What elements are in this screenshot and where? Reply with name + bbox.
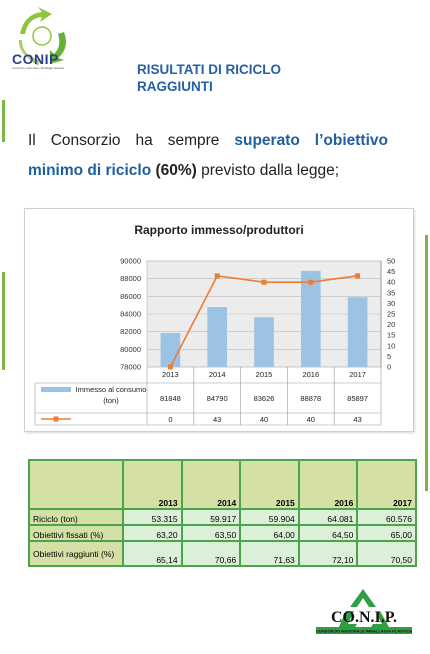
y-tick-right: 15 [387,330,396,340]
accent-bar-right [425,235,428,491]
line-point [308,280,313,285]
row-label: Obiettivi raggiunti (%) [29,541,123,566]
combo-chart [25,209,413,431]
table-cell: 60.576 [357,509,416,525]
table-cell: 63,50 [182,525,241,541]
bar [301,271,321,367]
y-tick-right: 30 [387,298,396,308]
data-label: 43 [213,415,222,424]
data-label: 40 [259,415,269,424]
table-corner-cell [29,460,123,509]
y-tick-left: 82000 [120,327,141,337]
table-row [29,509,416,525]
y-tick-right: 40 [387,277,396,287]
table-cell: 64,50 [299,525,358,541]
legend-label: Immesso al consumo [75,385,147,394]
footer-logo-tagline: CONSORZIO NAZIONALE IMBALLAGGI PLASTICA [315,628,413,634]
y-tick-left: 90000 [120,256,141,266]
legend-key-marker [54,417,59,422]
y-tick-right: 20 [387,320,396,330]
data-label: 0 [168,415,173,424]
data-label: 88878 [300,394,322,403]
intro-highlight: superato l’obiettivo minimo di riciclo [28,132,388,179]
legend-key-bar [41,387,71,392]
y-tick-right: 25 [387,309,396,319]
page-title: RISULTATI DI RICICLO RAGGIUNTI [137,62,281,94]
table-cell: 53.315 [123,509,182,525]
logo-wordmark: CONIP [12,51,59,67]
bar [348,297,368,367]
logo-tagline: consorzio nazionale imballaggi plastica [12,66,64,70]
y-tick-left: 86000 [120,291,141,301]
x-tick-label: 2017 [349,370,366,379]
table-row [29,525,416,541]
y-tick-right: 5 [387,351,392,361]
bar [161,333,181,367]
bar [254,317,274,367]
table-cell: 72,10 [299,541,358,566]
table-cell: 70,66 [182,541,241,566]
footer-logo-word: CO.N.I.P. [330,609,398,626]
data-label: 81848 [159,394,181,403]
line-point [215,273,220,278]
table-row [29,541,416,566]
legend-label: (ton) [103,396,119,405]
table-cell: 59.917 [182,509,241,525]
y-tick-left: 80000 [120,344,141,354]
y-tick-right: 0 [387,362,392,372]
intro-paragraph [28,126,388,186]
table-cell: 70,50 [357,541,416,566]
data-label: 40 [306,415,315,424]
line-point [168,365,173,370]
intro-percentage: (60%) [155,162,197,179]
line-point [262,280,267,285]
conip-footer-logo [302,585,424,643]
chart-panel [24,208,414,432]
table-cell: 65,00 [357,525,416,541]
results-table [28,459,417,567]
intro-text: Il Consorzio ha sempre [28,132,235,149]
x-tick-label: 2013 [162,370,179,379]
table-cell: 63,20 [123,525,182,541]
year-header: 2017 [357,460,416,509]
table-cell: 71,63 [240,541,299,566]
data-label: 85897 [347,394,369,403]
intro-end: previsto dalla legge; [196,162,340,179]
row-label: Riciclo (ton) [29,509,123,525]
line-point [355,273,360,278]
year-header: 2014 [182,460,241,509]
data-label: 84790 [206,394,228,403]
table-cell: 64.081 [299,509,358,525]
y-tick-left: 84000 [120,309,141,319]
accent-bar-left-mid [2,272,5,370]
y-tick-left: 88000 [120,274,141,284]
data-label: 43 [353,415,362,424]
y-tick-left: 78000 [120,362,141,372]
table-cell: 65,14 [123,541,182,566]
year-header: 2016 [299,460,358,509]
x-tick-label: 2015 [255,370,273,379]
y-tick-right: 50 [387,256,396,266]
year-header: 2015 [240,460,299,509]
table-header-row [29,460,416,509]
y-tick-right: 10 [387,341,396,351]
table-cell: 59.904 [240,509,299,525]
chart-title: Rapporto immesso/produttori [134,223,304,237]
y-tick-right: 45 [387,267,396,277]
y-tick-right: 35 [387,288,396,298]
row-label: Obiettivi fissati (%) [29,525,123,541]
table-cell: 64,00 [240,525,299,541]
bar [207,307,227,367]
year-header: 2013 [123,460,182,509]
x-tick-label: 2016 [302,370,320,379]
x-tick-label: 2014 [208,370,226,379]
accent-bar-left-top [2,100,5,142]
data-label: 83626 [253,394,275,403]
